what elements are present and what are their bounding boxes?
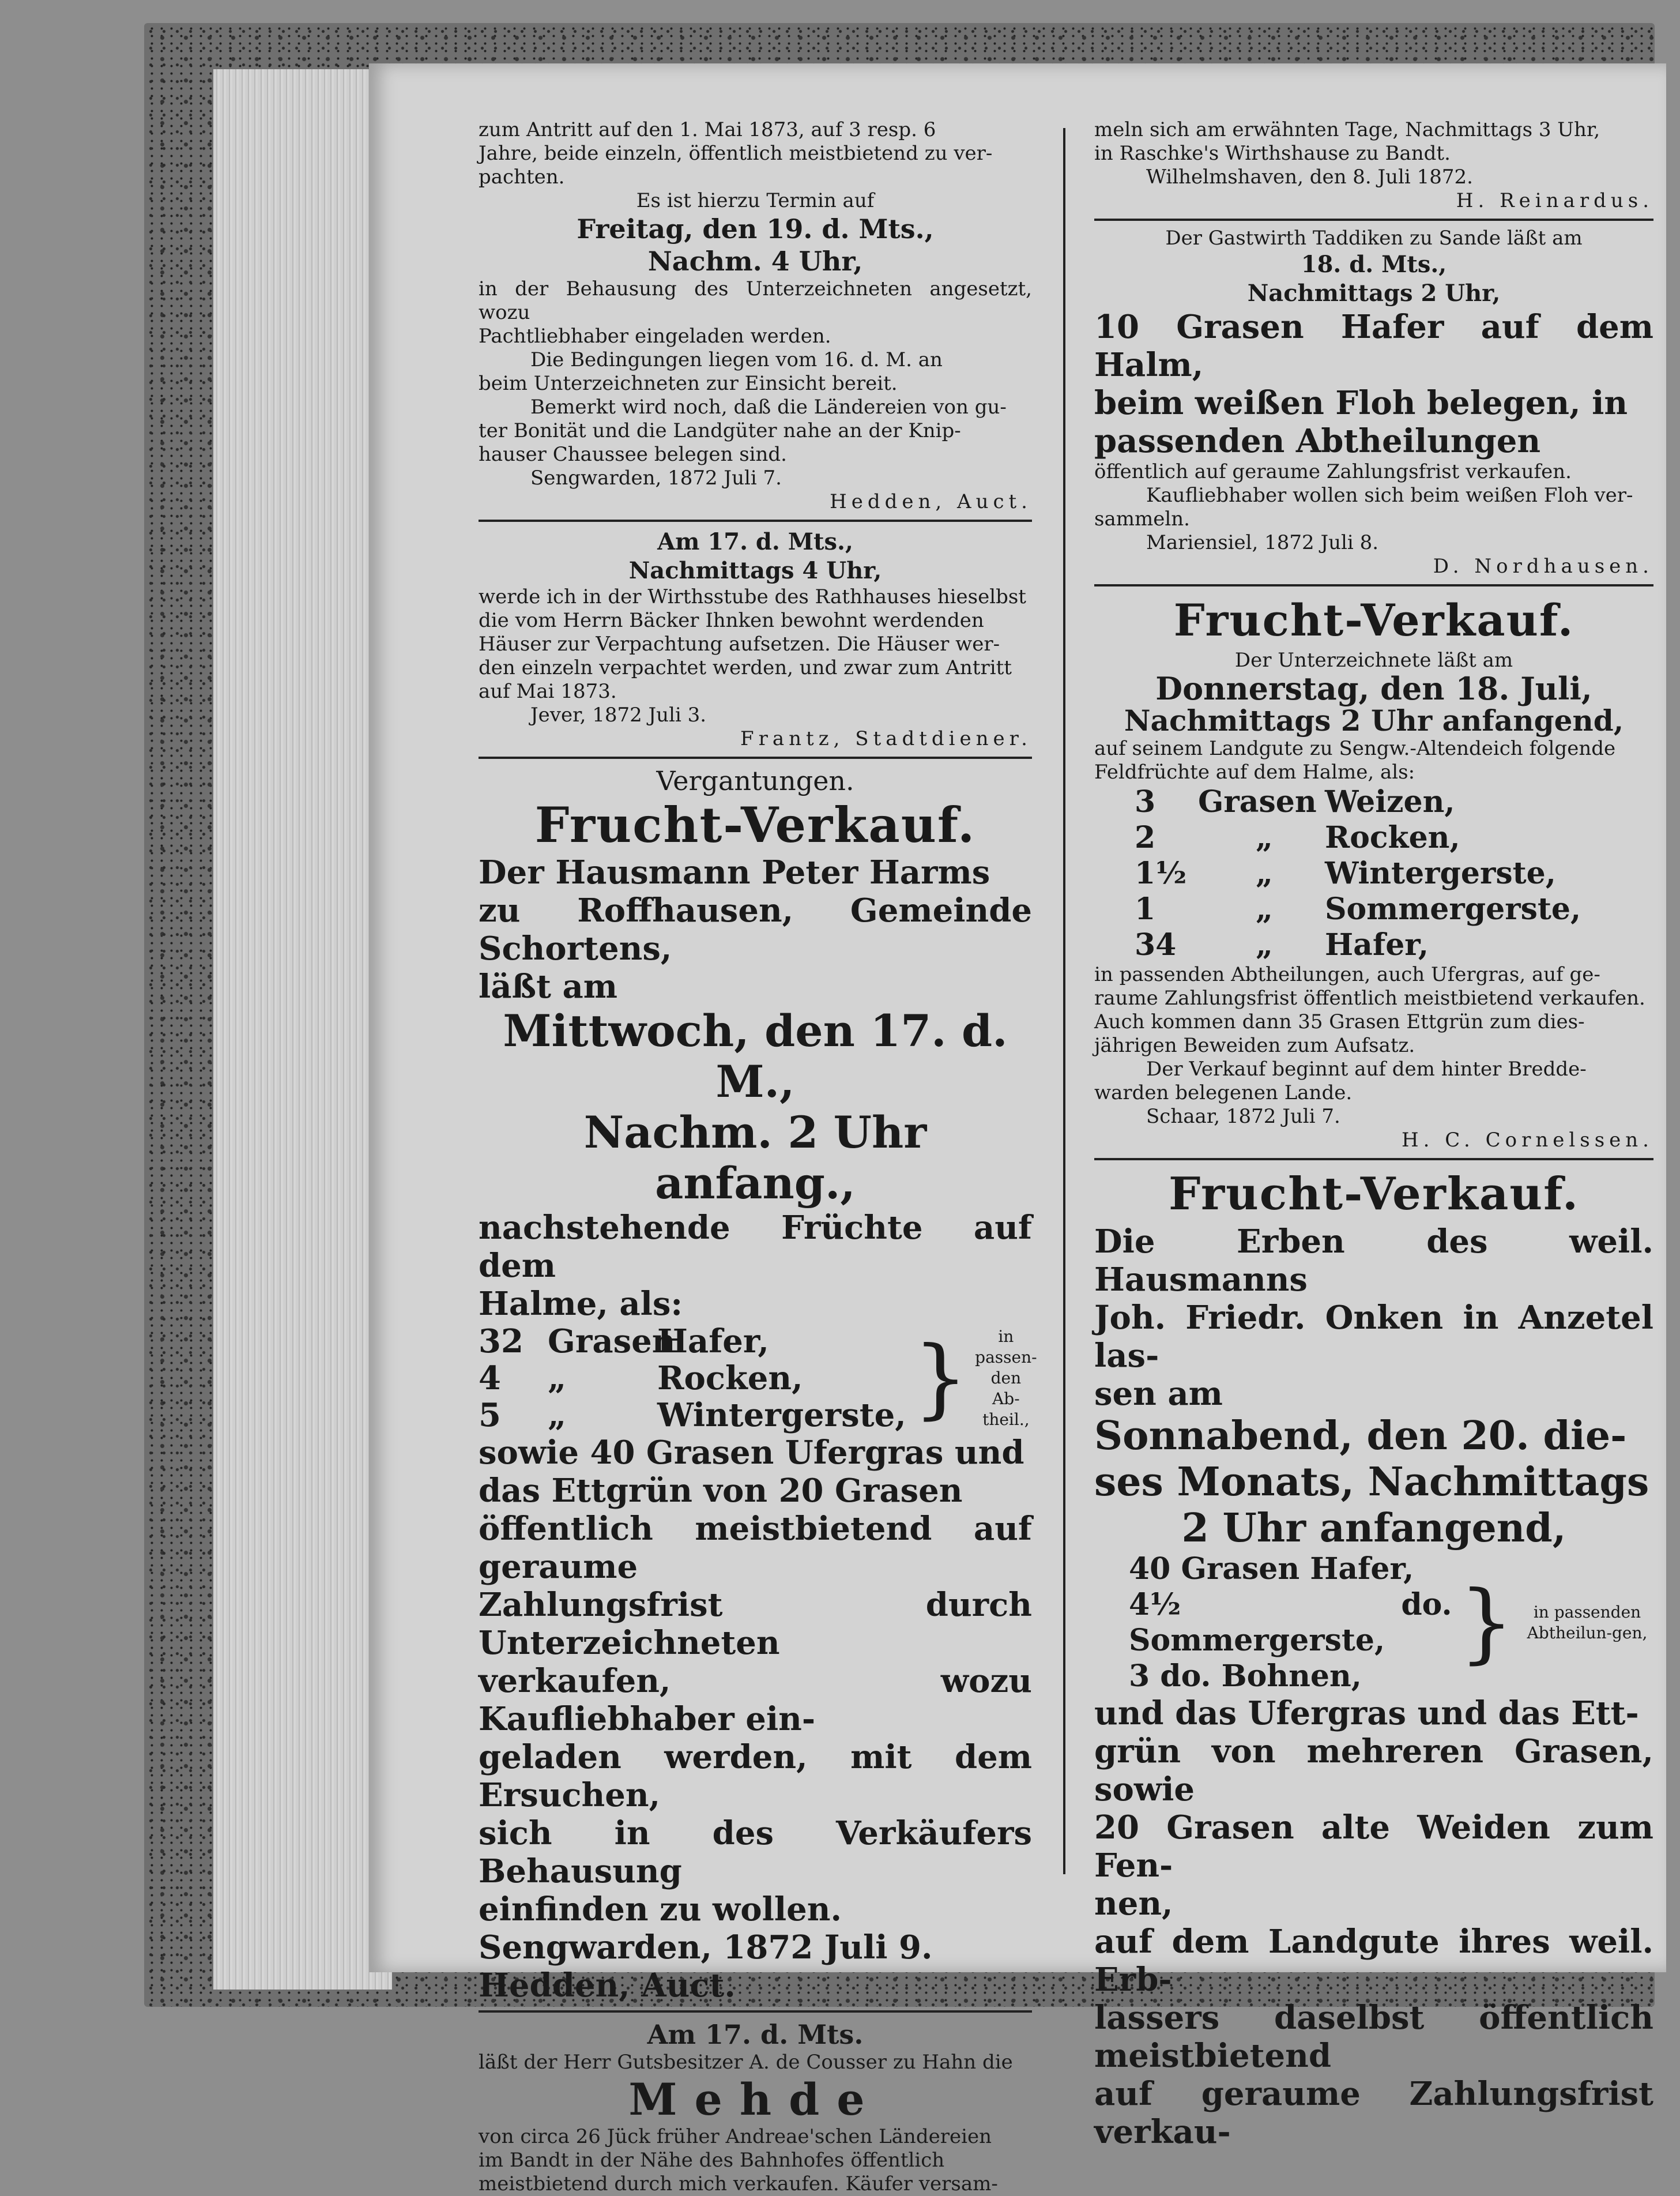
ad3-lead: Halme, als: xyxy=(479,1285,683,1323)
ad3-title: Frucht-Verkauf. xyxy=(534,796,976,853)
ad4-body: im Bandt in der Nähe des Bahnhofes öffentlich xyxy=(479,2149,945,2172)
crop-qty: 1 xyxy=(1135,892,1156,927)
crop-qty: 34 xyxy=(1135,927,1177,962)
ad2-body: Häuser zur Verpachtung aufsetzen. Die Häuser wer- xyxy=(479,633,1000,656)
list-item xyxy=(1135,820,1653,856)
ad3-body: öffentlich meistbietend auf geraume xyxy=(479,1510,1032,1586)
list-item: 40 Grasen Hafer, xyxy=(1129,1551,1414,1586)
crop-unit: „ xyxy=(1256,820,1273,855)
divider xyxy=(479,520,1032,522)
ad3-body: das Ettgrün von 20 Grasen xyxy=(479,1472,963,1510)
crop-unit: „ xyxy=(1256,927,1273,962)
b4-intro: sen am xyxy=(1094,1375,1223,1413)
crop-unit: „ xyxy=(1256,856,1273,891)
ad1-line: pachten. xyxy=(479,166,565,189)
b3-body: Der Verkauf beginnt auf dem hinter Bredde- xyxy=(1146,1058,1587,1081)
b2-body: öffentlich auf geraume Zahlungsfrist verkaufen. xyxy=(1094,460,1572,483)
b4-crop-list xyxy=(1094,1551,1653,1694)
b4-body: auf geraume Zahlungsfrist verkau- xyxy=(1094,2075,1653,2151)
section-heading: Vergantungen. xyxy=(656,765,854,796)
ad2-signature: Frantz, Stadtdiener. xyxy=(740,727,1032,750)
b3-date: Donnerstag, den 18. Juli, xyxy=(1155,670,1592,707)
crop-unit: Grasen xyxy=(548,1322,676,1360)
ad3-intro: zu Roffhausen, Gemeinde Schortens, xyxy=(479,892,1032,968)
b1-body: Wilhelmshaven, den 8. Juli 1872. xyxy=(1146,166,1473,189)
ad3-list-note: in passen-den Ab-theil., xyxy=(975,1327,1037,1429)
ad3-signature: Hedden, Auct. xyxy=(479,1966,736,2005)
ad3-body: Zahlungsfrist durch Unterzeichneten xyxy=(479,1586,1032,1662)
crop-name: Wintergerste, xyxy=(657,1396,906,1434)
ad4-body: meistbietend durch mich verkaufen. Käufer versam- xyxy=(479,2172,998,2195)
ad3-body: einfinden zu wollen. xyxy=(479,1890,842,1928)
b2-signature: D. Nordhausen. xyxy=(1433,555,1653,578)
b3-body: warden belegenen Lande. xyxy=(1094,1081,1353,1104)
ad3-body: verkaufen, wozu Kaufliebhaber ein- xyxy=(479,1662,1032,1738)
crop-name: Rocken, xyxy=(1325,820,1460,855)
ad1-body: beim Unterzeichneten zur Einsicht bereit. xyxy=(479,372,898,395)
b2-big: passenden Abtheilungen xyxy=(1094,422,1541,460)
crop-qty: 4 xyxy=(479,1359,501,1397)
divider xyxy=(1094,584,1653,586)
brace-glyph: } xyxy=(913,1328,969,1428)
ad3-intro: Der Hausmann Peter Harms xyxy=(479,853,990,892)
ad1-body: hauser Chaussee belegen sind. xyxy=(479,443,787,466)
ad3-date: Mittwoch, den 17. d. M., xyxy=(503,1005,1008,1107)
ad4-date: Am 17. d. Mts. xyxy=(647,2019,864,2050)
ad1-body: in der Behausung des Unterzeichneten angesetzt, wozu xyxy=(479,277,1032,324)
b2-big: 10 Grasen Hafer auf dem Halm, xyxy=(1094,308,1653,384)
ad3-body: sich in des Verkäufers Behausung xyxy=(479,1814,1032,1890)
b2-body: sammeln. xyxy=(1094,507,1190,531)
divider xyxy=(1094,219,1653,221)
b4-list-note: in passenden Abtheilun-gen, xyxy=(1527,1603,1648,1642)
list-item: 3 do. Bohnen, xyxy=(1129,1659,1362,1694)
b4-body: lassers daselbst öffentlich meistbietend xyxy=(1094,1999,1653,2075)
b4-body: nen, xyxy=(1094,1885,1173,1923)
crop-qty: 1½ xyxy=(1135,856,1187,891)
list-item xyxy=(479,1360,906,1397)
ad1-termin: Es ist hierzu Termin auf xyxy=(636,189,875,212)
ad4-lead: läßt der Herr Gutsbesitzer A. de Cousser zu Hahn die xyxy=(479,2051,1013,2074)
b1-body: meln sich am erwähnten Tage, Nachmittags 3 Uhr, xyxy=(1094,118,1600,141)
divider xyxy=(479,2010,1032,2013)
b2-big: beim weißen Floh belegen, in xyxy=(1094,384,1628,422)
b3-body: in passenden Abtheilungen, auch Ufergras, auf ge- xyxy=(1094,963,1600,986)
ad2-body: den einzeln verpachtet werden, und zwar zum Antritt xyxy=(479,656,1012,679)
ad3-crop-list xyxy=(479,1322,1037,1434)
crop-unit: „ xyxy=(548,1396,567,1434)
ad4-body: von circa 26 Jück früher Andreae'schen Ländereien xyxy=(479,2125,992,2148)
ad1-place: Sengwarden, 1872 Juli 7. xyxy=(530,467,782,490)
divider xyxy=(1094,1158,1653,1160)
crop-name: Hafer, xyxy=(657,1322,769,1360)
b3-title: Frucht-Verkauf. xyxy=(1173,595,1574,646)
b4-title: Frucht-Verkauf. xyxy=(1168,1168,1580,1220)
ad1-time: Nachm. 4 Uhr, xyxy=(647,246,863,277)
ad2-place: Jever, 1872 Juli 3. xyxy=(530,704,707,727)
b2-date: 18. d. Mts., xyxy=(1301,251,1447,278)
b4-body: und das Ufergras und das Ett- xyxy=(1094,1694,1639,1732)
ad2-time: Nachmittags 4 Uhr, xyxy=(628,557,882,584)
right-column xyxy=(1094,118,1653,2151)
left-column xyxy=(479,118,1037,2196)
ad3-time: Nachm. 2 Uhr anfang., xyxy=(583,1107,927,1209)
b4-body: grün von mehreren Grasen, sowie xyxy=(1094,1732,1653,1808)
crop-qty: 32 xyxy=(479,1322,523,1360)
ad1-body: ter Bonität und die Landgüter nahe an der Knip- xyxy=(479,419,961,442)
b3-lead2: Feldfrüchte auf dem Halme, als: xyxy=(1094,761,1415,784)
b4-date: ses Monats, Nachmittags xyxy=(1094,1459,1649,1505)
brace-glyph: } xyxy=(1459,1573,1514,1673)
ad3-place: Sengwarden, 1872 Juli 9. xyxy=(479,1928,933,1966)
ad3-body: sowie 40 Grasen Ufergras und xyxy=(479,1434,1024,1472)
ad2-date: Am 17. d. Mts., xyxy=(657,528,853,555)
list-item: 4½ do. Sommergerste, xyxy=(1129,1587,1452,1658)
crop-unit: Grasen xyxy=(1198,784,1317,819)
ad1-body: Die Bedingungen liegen vom 16. d. M. an xyxy=(530,348,943,371)
b3-lead: Der Unterzeichnete läßt am xyxy=(1234,649,1513,672)
b4-intro: Joh. Friedr. Onken in Anzetel las- xyxy=(1094,1299,1653,1375)
b2-lead: Der Gastwirth Taddiken zu Sande läßt am xyxy=(1165,227,1583,250)
b3-body: Auch kommen dann 35 Grasen Ettgrün zum dies- xyxy=(1094,1010,1585,1033)
b2-place: Mariensiel, 1872 Juli 8. xyxy=(1146,531,1379,554)
list-item xyxy=(1135,856,1653,892)
crop-name: Weizen, xyxy=(1325,784,1455,819)
crop-name: Wintergerste, xyxy=(1325,856,1556,891)
ad1-body: Bemerkt wird noch, daß die Ländereien von gu- xyxy=(530,396,1007,419)
b3-place: Schaar, 1872 Juli 7. xyxy=(1146,1105,1340,1128)
ad1-line: Jahre, beide einzeln, öffentlich meistbietend zu ver- xyxy=(479,142,993,165)
b4-body: auf dem Landgute ihres weil. Erb- xyxy=(1094,1923,1653,1999)
divider xyxy=(479,757,1032,759)
list-item xyxy=(1135,927,1653,963)
crop-unit: „ xyxy=(1256,892,1273,927)
ad2-body: werde ich in der Wirthsstube des Rathhauses hieselbst xyxy=(479,585,1026,608)
b3-time: Nachmittags 2 Uhr anfangend, xyxy=(1124,704,1624,738)
b3-signature: H. C. Cornelssen. xyxy=(1401,1129,1653,1152)
crop-qty: 3 xyxy=(1135,784,1156,819)
ad1-body: Pachtliebhaber eingeladen werden. xyxy=(479,325,831,348)
crop-qty: 2 xyxy=(1135,820,1156,855)
column-divider xyxy=(1063,128,1065,1874)
ad1-line: zum Antritt auf den 1. Mai 1873, auf 3 resp. 6 xyxy=(479,118,936,141)
ad2-body: die vom Herrn Bäcker Ihnken bewohnt werdenden xyxy=(479,609,984,632)
list-item xyxy=(1135,784,1653,820)
ad4-title: Mehde xyxy=(628,2074,882,2125)
b4-date: Sonnabend, den 20. die- xyxy=(1094,1413,1627,1459)
page-block-edge xyxy=(213,69,392,1990)
ad3-lead: nachstehende Früchte auf dem xyxy=(479,1209,1032,1285)
crop-name: Sommergerste, xyxy=(1325,892,1581,927)
b4-date: 2 Uhr anfangend, xyxy=(1181,1505,1566,1551)
b4-body: 20 Grasen alte Weiden zum Fen- xyxy=(1094,1808,1653,1885)
list-item xyxy=(479,1323,906,1360)
list-item xyxy=(479,1397,906,1434)
crop-name: Hafer, xyxy=(1325,927,1429,962)
b3-crop-list xyxy=(1094,784,1653,963)
list-item xyxy=(1135,892,1653,927)
b1-body: in Raschke's Wirthshause zu Bandt. xyxy=(1094,142,1451,165)
crop-unit: „ xyxy=(548,1359,567,1397)
ad1-date: Freitag, den 19. d. Mts., xyxy=(577,213,934,245)
ad2-body: auf Mai 1873. xyxy=(479,680,617,703)
b2-body: Kaufliebhaber wollen sich beim weißen Floh ver- xyxy=(1146,484,1633,507)
ad3-body: geladen werden, mit dem Ersuchen, xyxy=(479,1738,1032,1814)
b2-time: Nachmittags 2 Uhr, xyxy=(1247,280,1501,307)
b3-body: raume Zahlungsfrist öffentlich meistbietend verkaufen. xyxy=(1094,987,1645,1010)
b4-intro: Die Erben des weil. Hausmanns xyxy=(1094,1223,1653,1299)
ad3-intro: läßt am xyxy=(479,968,618,1006)
ad1-signature: Hedden, Auct. xyxy=(830,490,1032,513)
crop-name: Rocken, xyxy=(657,1359,803,1397)
b3-body: jährigen Beweiden zum Aufsatz. xyxy=(1094,1034,1415,1057)
b1-signature: H. Reinardus. xyxy=(1456,189,1653,212)
crop-qty: 5 xyxy=(479,1396,501,1434)
b3-lead2: auf seinem Landgute zu Sengw.-Altendeich folgende xyxy=(1094,737,1616,760)
